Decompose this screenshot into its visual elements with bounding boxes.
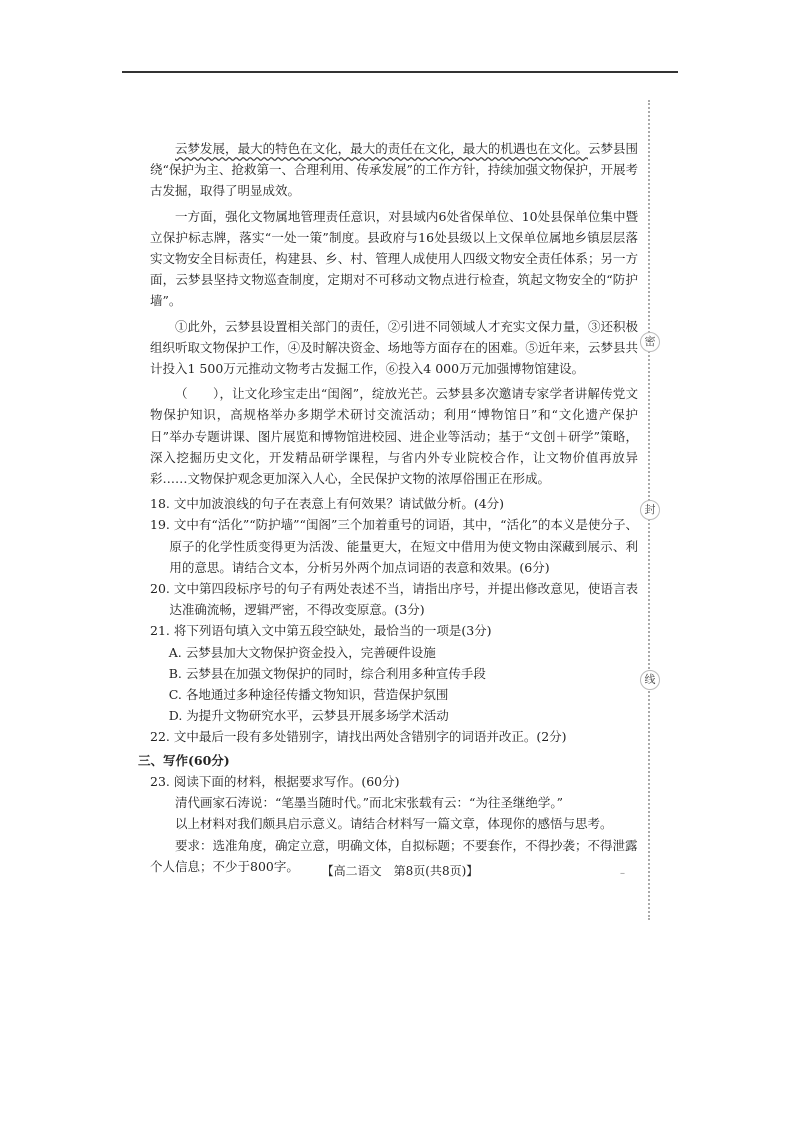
binding-mark-seal: 密 <box>640 332 660 352</box>
question-18: 18. 文中加波浪线的句子在表意上有何效果？请试做分析。(4分) <box>150 496 505 512</box>
stray-mark: – <box>620 868 625 879</box>
passage-paragraph-2: 一方面，强化文物属地管理责任意识，对县域内6处省保单位、10处县保单位集中暨立保护标志牌，落实“一处一策”制度。县政府与16处县级以上文保单位属地乡镇层层落实文物安全目标责任，构建县、乡、村、管理人成使用人四级文物安全责任体系；另一方面，云梦县坚持文物巡查制度，定期对不可移动文物点进行检查，筑起文物安全的“防护墙”。 <box>150 208 638 309</box>
passage-paragraph-3: ①此外，云梦县设置相关部门的责任，②引进不同领域人才充实文保力量，③还积极组织听取文物保护工作，④及时解决资金、场地等方面存在的困难。⑤近年来，云梦县共计投入1 500万元推动文物考古发掘工作，⑥投入4 000万元加强博物馆建设。 <box>150 318 638 377</box>
question-21: 21. 将下列语句填入文中第五段空缺处，最恰当的一项是(3分) <box>150 623 492 639</box>
option-a: A. 云梦县加大文物保护资金投入，完善硬件设施 <box>168 644 436 660</box>
question-19: 19. 文中有“活化”“防护墙”“闺阁”三个加着重号的词语，其中，“活化”的本义是使分子、原子的化学性质变得更为活泼、能量更大，在短文中借用为使文物由深藏到展示、利用的意思。请结合文本，分析另外两个加点词语的表意和效果。(6分) <box>150 517 638 575</box>
option-c: C. 各地通过多种途径传播文物知识，营造保护氛围 <box>168 687 449 703</box>
writing-prompt: 以上材料对我们颇具启示意义。请结合材料写一篇文章，体现你的感悟与思考。 <box>175 816 613 832</box>
section-writing-heading: 三、写作(60分) <box>138 752 230 768</box>
passage-text: 云梦县围绕“保护为主、抢救第一、合理利用、传承发展”的工作方针，持续加强文物保护，开展考古发掘，取得了明显成效。 <box>150 141 638 199</box>
passage-paragraph-4: （ ），让文化珍宝走出“闺阁”，绽放光芒。云梦县多次邀请专家学者讲解传党文物保护知识，高规格举办多期学术研讨交流活动；利用“博物馆日”和“文化遗产保护日”举办专题讲课、图片展览和博物馆进校园、进企业等活动；基于“文创＋研学”策略，深入挖掘历史文化，开发精品研学课程，与省内外专业院校合作，让文物价值再放异彩……文物保护观念更加深入人心，全民保护文物的浓厚俗围正在形成。 <box>150 386 638 487</box>
option-b: B. 云梦县在加强文物保护的同时，综合利用多种宣传手段 <box>168 665 486 681</box>
exam-page-content <box>138 138 638 877</box>
binding-mark-close: 封 <box>640 500 660 520</box>
writing-requirements: 要求：选准角度，确定立意，明确文体，自拟标题；不要套作，不得抄袭；不得泄露个人信息；不少于800字。 <box>150 837 638 874</box>
binding-mark-line: 线 <box>640 670 660 690</box>
option-d: D. 为提升文物研究水平，云梦县开展多场学术活动 <box>168 708 449 724</box>
question-23: 23. 阅读下面的材料，根据要求写作。(60分) <box>150 773 400 789</box>
wavy-underlined-sentence: 云梦发展，最大的特色在文化，最大的责任在文化，最大的机遇也在文化。 <box>175 141 588 156</box>
page-footer: 【高二语文 第8页(共8页)】 <box>321 864 479 878</box>
header-rule <box>122 71 678 73</box>
question-20: 20. 文中第四段标序号的句子有两处表述不当，请指出序号，并提出修改意见，使语言表达准确流畅，逻辑严密，不得改变原意。(3分) <box>150 581 638 618</box>
passage-paragraph-1 <box>150 138 638 202</box>
question-22: 22. 文中最后一段有多处错别字，请找出两处含错别字的词语并改正。(2分) <box>150 729 567 745</box>
writing-material-quote: 清代画家石涛说：“笔墨当随时代。”而北宋张载有云：“为往圣继绝学。” <box>175 795 564 811</box>
